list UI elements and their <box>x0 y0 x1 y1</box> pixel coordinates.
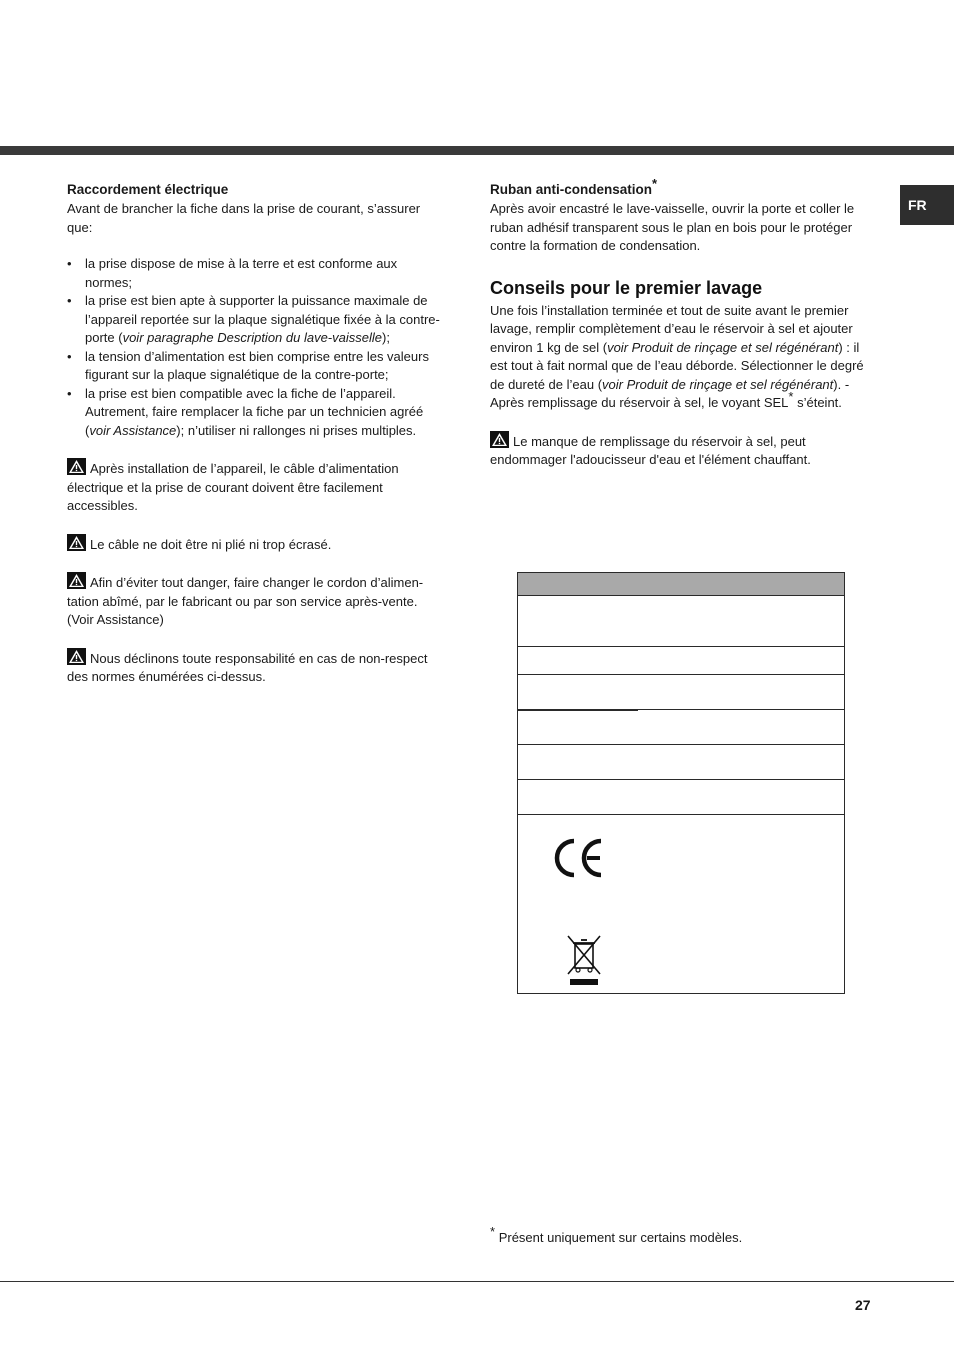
table-header <box>518 573 844 596</box>
warning-triangle-icon <box>490 431 509 448</box>
table-divider <box>518 779 844 780</box>
right-column <box>490 176 870 470</box>
warning-triangle-icon <box>67 572 86 589</box>
crossed-bin-icon <box>564 934 604 986</box>
list-item: • la prise dispose de mise à la terre et est conforme aux normes; <box>67 255 447 292</box>
table-divider <box>638 646 844 647</box>
raccordement-intro: Avant de brancher la fiche dans la prise de courant, s’assurer que: <box>67 201 421 235</box>
requirements-list <box>67 255 447 440</box>
warning-paragraph: Le manque de remplissage du réservoir à sel, peut endommager l'adoucisseur d'eau et l'élément chauffant. <box>490 431 870 470</box>
list-item: • la tension d’alimentation est bien comprise entre les valeurs figurant sur la plaque signalétique de la contre-porte; <box>67 348 447 385</box>
warning-triangle-icon <box>67 534 86 551</box>
conseils-heading: Conseils pour le premier lavage <box>490 277 763 298</box>
table-divider <box>518 744 844 745</box>
technical-data-table <box>517 572 845 994</box>
list-item: • la prise est bien compatible avec la fiche de l’appareil. Autrement, faire remplacer la fiche par un technicien agréé (voir Assistance); n’utiliser ni rallonges ni prises multiples. <box>67 385 447 441</box>
warning-paragraph: Le câble ne doit être ni plié ni trop écrasé. <box>67 534 447 555</box>
warning-triangle-icon <box>67 648 86 665</box>
asterisk: * <box>652 176 658 191</box>
left-column <box>67 180 447 687</box>
warning-paragraph: Nous déclinons toute responsabilité en cas de non-respect des normes énumérées ci-dessus. <box>67 648 447 687</box>
table-divider <box>518 646 638 647</box>
table-divider <box>638 709 844 710</box>
warning-paragraph: Afin d’éviter tout danger, faire changer le cordon d’alimen-tation abîmé, par le fabricant ou par son service après-vente. (Voir Assistance) <box>67 572 447 630</box>
top-rule-bar <box>0 146 954 155</box>
asterisk: * <box>788 389 794 404</box>
language-tab: FR <box>900 185 954 225</box>
list-item: • la prise est bien apte à supporter la puissance maximale de l’appareil reportée sur la plaque signalétique fixée à la contre-porte (voir paragraphe Description du lave-vaisselle); <box>67 292 447 348</box>
bottom-rule <box>0 1281 954 1282</box>
ruban-text: Après avoir encastré le lave-vaisselle, ouvrir la porte et coller le ruban adhésif transparent sous le plan en bois pour le protéger contre la formation de condensation. <box>490 201 855 253</box>
ruban-heading: Ruban anti-condensation* <box>490 176 658 197</box>
table-divider <box>518 709 638 711</box>
page-number: 27 <box>855 1297 871 1313</box>
ce-mark-icon <box>554 838 606 878</box>
conseils-paragraph: Une fois l’installation terminée et tout de suite avant le premier lavage, remplir complètement d’eau le réservoir à sel et ajouter environ 1 kg de sel (voir Produit de rinçage et sel régénérant) : il est tout à fait normal que de l’eau déborde. Sélectionner le degré de dureté de l’eau (voir Produit de rinçage et sel régénérant). - Après remplissage du réservoir à sel, le voyant SEL* s’éteint. <box>490 302 864 410</box>
footnote: * Présent uniquement sur certains modèles. <box>490 1224 743 1245</box>
table-divider <box>518 674 844 675</box>
warning-triangle-icon <box>67 458 86 475</box>
asterisk: * <box>490 1224 496 1239</box>
raccordement-heading: Raccordement électrique <box>67 182 229 197</box>
warning-paragraph: Après installation de l’appareil, le câble d’alimentation électrique et la prise de courant doivent être facilement accessibles. <box>67 458 447 516</box>
table-divider <box>518 814 844 815</box>
